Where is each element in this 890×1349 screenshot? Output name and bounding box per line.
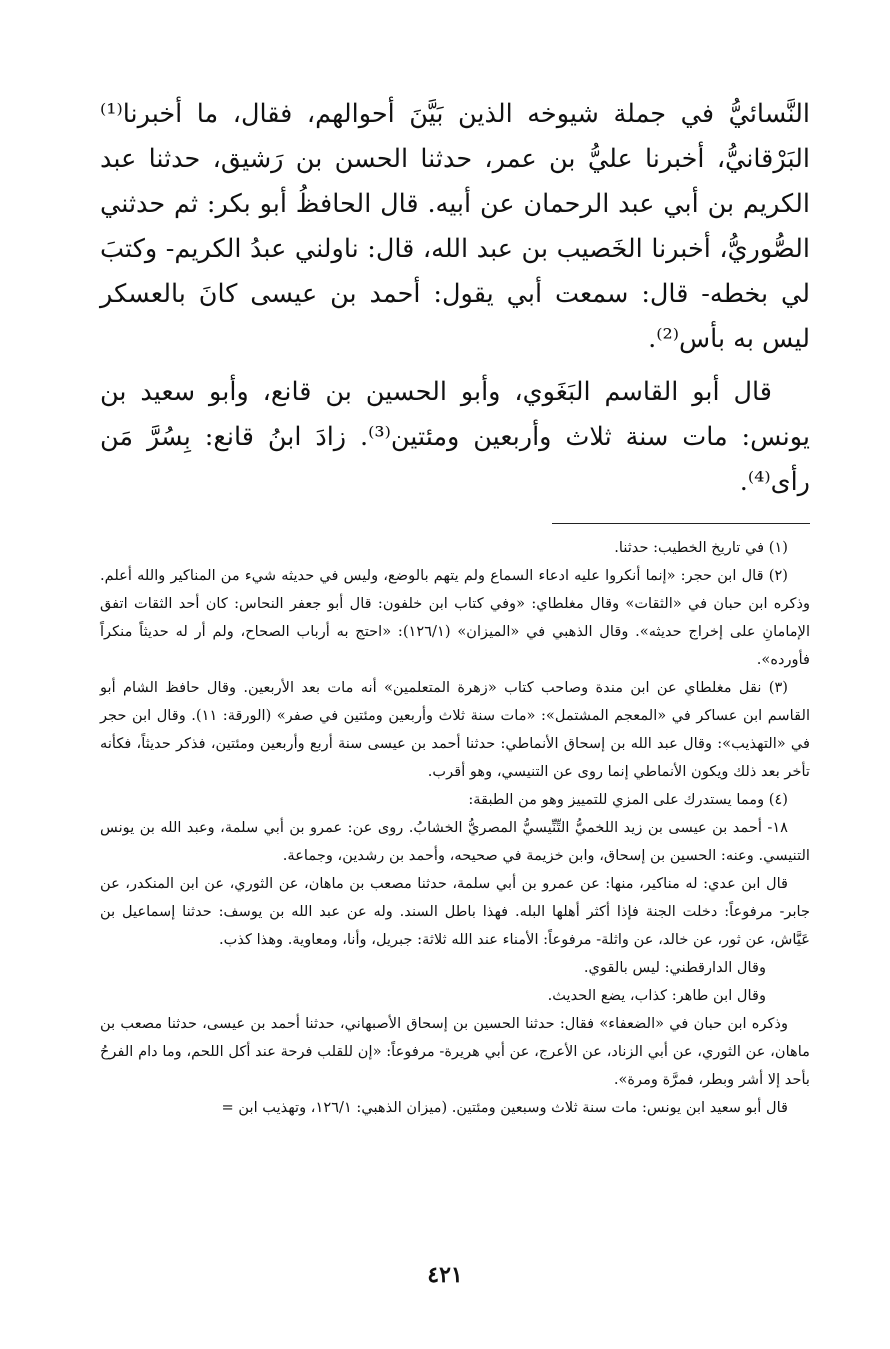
entry-ibn-tahir: وقال ابن طاهر: كذاب، يضع الحديث. xyxy=(547,987,766,1004)
book-page xyxy=(100,92,810,1122)
entry-ibn-adi: قال ابن عدي: له مناكير، منها: عن عمرو بن أبي سلمة، حدثنا مصعب بن ماهان، عن الثوري، عن ابن المنكدر، عن جابر- مرفوعاً: دخلت الجنة فإذا أكثر أهلها البله. فهذا باطل السند. وله عن عبد الله بن يوسف: حدثنا إسماعيل بن عَيَّاش، عن ثور، عن خالد، عن واثلة- مرفوعاً: الأمناء عند الله ثلاثة: جبريل، وأنا، ومعاوية. وهذا كذب. xyxy=(100,875,810,948)
page-number: ٤٢١ xyxy=(427,1262,463,1288)
entry-heading: ١٨- أحمد بن عيسى بن زيد اللخميُّ التِّنِّيسيُّ المصريُّ الخشابُ. روى عن: عمرو بن أبي سلمة، وعبد الله بن يونس التنيسي. وعنه: الحسين بن إسحاق، وابن خزيمة في صحيحه، وأحمد بن رشدين، وجماعة. xyxy=(100,819,810,864)
footnote-1: (١) في تاريخ الخطيب: حدثنا. xyxy=(614,539,788,556)
entry-ibn-yunus: قال أبو سعيد ابن يونس: مات سنة ثلاث وسبعين ومئتين. (ميزان الذهبي: ١٢٦/١، وتهذيب ابن = xyxy=(221,1099,788,1116)
footnote-4: (٤) ومما يستدرك على المزي للتمييز وهو من الطبقة: xyxy=(468,791,788,808)
footnote-3: (٣) نقل مغلطاي عن ابن مندة وصاحب كتاب «زهرة المتعلمين» أنه مات بعد الأربعين. وقال حافظ الشام أبو القاسم ابن عساكر في «المعجم المشتمل»: «مات سنة ثلاث وأربعين ومئتين في صفر» (الورقة: ١١). وقال ابن حجر في «التهذيب»: وقال عبد الله بن إسحاق الأنماطي: حدثنا أحمد بن عيسى سنة أربع وأربعين ومئتين، فذكر حديثاً، فكأنه تأخر بعد ذلك ويكون الأنماطي إنما روى عن التنيسي، وهو أقرب. xyxy=(100,679,810,780)
footnote-2: (٢) قال ابن حجر: «إنما أنكروا عليه ادعاء السماع ولم يتهم بالوضع، وليس في حديثه شيء من المناكير والله أعلم. وذكره ابن حبان في «الثقات» وقال مغلطاي: «وفي كتاب ابن خلفون: قال أبو جعفر النحاس: كان أحد الثقات اتفق الإمامانِ على إخراج حديثه». وقال الذهبي في «الميزان» (١٢٦/١): «احتج به أرباب الصحاح، ولم أر له حديثاً منكراً فأورده». xyxy=(100,567,811,668)
main-paragraph-1: النَّسائيُّ في جملة شيوخه الذين بَيَّنَ أحوالهم، فقال، ما أخبرنا⁽¹⁾ البَرْقانيُّ، أخبرنا عليُّ بن عمر، حدثنا الحسن بن رَشيق، حدثنا عبد الكريم بن أبي عبد الرحمان عن أبيه. قال الحافظُ أبو بكر: ثم حدثني الصُّوريُّ، أخبرنا الخَصيب بن عبد الله، قال: ناولني عبدُ الكريم- وكتبَ لي بخطه- قال: سمعت أبي يقول: أحمد بن عيسى كانَ بالعسكر ليس به بأس⁽²⁾. xyxy=(100,99,810,354)
entry-daraqutni: وقال الدارقطني: ليس بالقوي. xyxy=(583,959,766,976)
main-text xyxy=(100,92,810,505)
footnote-separator xyxy=(552,523,810,524)
entry-ibn-hibban: وذكره ابن حبان في «الضعفاء» فقال: حدثنا الحسين بن إسحاق الأصبهاني، حدثنا أحمد بن عيسى، حدثنا مصعب بن ماهان، عن الثوري، عن أبي الزناد، عن الأعرج، عن أبي هريرة- مرفوعاً: «إن للقلب فرحة عند أكل اللحم، وما دام الفرحُ بأحد إلا أشر وبطر، فمرَّة ومرة». xyxy=(100,1015,810,1088)
main-paragraph-2: قال أبو القاسم البَغَوي، وأبو الحسين بن قانع، وأبو سعيد بن يونس: مات سنة ثلاث وأربعين ومئتين⁽³⁾. زادَ ابنُ قانع: بِسُرَّ مَن رأى⁽⁴⁾. xyxy=(100,377,810,497)
footnotes xyxy=(100,534,810,1122)
